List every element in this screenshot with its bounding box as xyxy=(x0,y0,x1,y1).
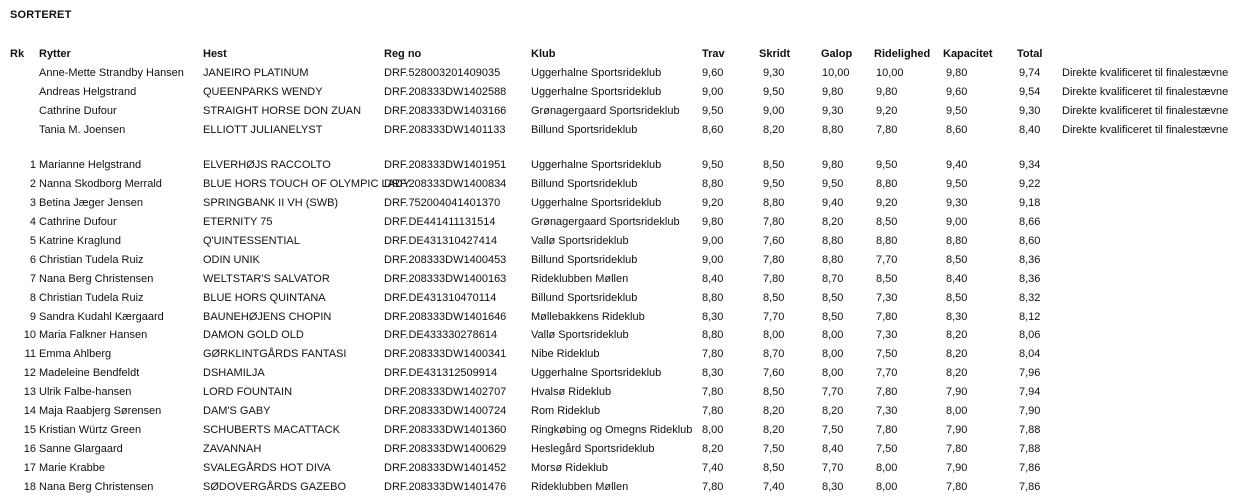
galop-score-cell: 8,00 xyxy=(822,367,844,380)
header-trav: Trav xyxy=(702,48,725,60)
header-club: Klub xyxy=(531,48,556,60)
club-cell: Billund Sportsrideklub xyxy=(531,253,638,266)
table-row xyxy=(0,103,1235,122)
reg-no-cell: DRF.752004041401370 xyxy=(384,197,501,210)
total-score-cell: 8,66 xyxy=(1019,216,1041,229)
kapacitet-score-cell: 7,80 xyxy=(946,442,968,455)
rider-cell: Nana Berg Christensen xyxy=(39,480,154,493)
club-cell: Heslegård Sportsrideklub xyxy=(531,442,655,455)
total-score-cell: 7,94 xyxy=(1019,386,1041,399)
skridt-score-cell: 7,50 xyxy=(763,442,785,455)
club-cell: Rideklubben Møllen xyxy=(531,480,629,493)
trav-score-cell: 7,80 xyxy=(702,480,724,493)
skridt-score-cell: 8,50 xyxy=(763,386,785,399)
galop-score-cell: 9,80 xyxy=(822,85,844,98)
qualified-section xyxy=(0,65,1235,141)
club-cell: Uggerhalne Sportsrideklub xyxy=(531,367,662,380)
skridt-score-cell: 8,20 xyxy=(763,123,785,136)
kapacitet-score-cell: 8,20 xyxy=(946,348,968,361)
reg-no-cell: DRF.DE431312509914 xyxy=(384,367,498,380)
ridelighed-score-cell: 7,70 xyxy=(876,253,898,266)
table-row xyxy=(0,271,1235,290)
club-cell: Uggerhalne Sportsrideklub xyxy=(531,85,662,98)
skridt-score-cell: 8,50 xyxy=(763,291,785,304)
horse-cell: DAM'S GABY xyxy=(203,405,271,418)
skridt-score-cell: 9,30 xyxy=(763,66,785,79)
horse-cell: Q'UINTESSENTIAL xyxy=(203,235,300,248)
rider-cell: Emma Ahlberg xyxy=(39,348,112,361)
rider-cell: Marie Krabbe xyxy=(39,461,106,474)
ridelighed-score-cell: 8,50 xyxy=(876,272,898,285)
header-kapacitet: Kapacitet xyxy=(943,48,993,60)
ridelighed-score-cell: 7,30 xyxy=(876,329,898,342)
reg-no-cell: DRF.208333DW1402707 xyxy=(384,386,507,399)
trav-score-cell: 9,50 xyxy=(702,159,724,172)
kapacitet-score-cell: 8,20 xyxy=(946,367,968,380)
skridt-score-cell: 7,80 xyxy=(763,272,785,285)
reg-no-cell: DRF.208333DW1401951 xyxy=(384,159,507,172)
ridelighed-score-cell: 8,80 xyxy=(876,178,898,191)
ridelighed-score-cell: 8,80 xyxy=(876,235,898,248)
reg-no-cell: DRF.208333DW1401476 xyxy=(384,480,507,493)
rank-cell: 13 xyxy=(23,386,36,399)
rank-cell: 4 xyxy=(29,216,36,229)
ridelighed-score-cell: 7,80 xyxy=(876,123,898,136)
club-cell: Møllebakkens Rideklub xyxy=(531,310,645,323)
horse-cell: BAUNEHØJENS CHOPIN xyxy=(203,310,332,323)
reg-no-cell: DRF.208333DW1401133 xyxy=(384,123,506,136)
total-score-cell: 8,12 xyxy=(1019,310,1041,323)
page-title: SORTERET xyxy=(10,9,72,21)
kapacitet-score-cell: 9,50 xyxy=(946,178,968,191)
reg-no-cell: DRF.208333DW1401452 xyxy=(384,461,507,474)
total-score-cell: 9,34 xyxy=(1019,159,1041,172)
rider-cell: Kristian Würtz Green xyxy=(39,423,142,436)
trav-score-cell: 9,60 xyxy=(702,66,724,79)
qualification-note: Direkte kvalificeret til finalestævne xyxy=(1062,85,1229,98)
galop-score-cell: 8,80 xyxy=(822,123,844,136)
rank-cell: 6 xyxy=(29,253,36,266)
header-horse: Hest xyxy=(203,48,227,60)
rider-cell: Christian Tudela Ruiz xyxy=(39,253,144,266)
table-row xyxy=(0,346,1235,365)
table-row xyxy=(0,460,1235,479)
skridt-score-cell: 8,80 xyxy=(763,197,785,210)
table-row xyxy=(0,309,1235,328)
ridelighed-score-cell: 7,80 xyxy=(876,310,898,323)
galop-score-cell: 8,00 xyxy=(822,348,844,361)
skridt-score-cell: 9,50 xyxy=(763,85,785,98)
horse-cell: DAMON GOLD OLD xyxy=(203,329,304,342)
total-score-cell: 8,32 xyxy=(1019,291,1041,304)
header-skridt: Skridt xyxy=(759,48,791,60)
horse-cell: BLUE HORS TOUCH OF OLYMPIC LADY xyxy=(203,178,411,191)
kapacitet-score-cell: 8,00 xyxy=(946,405,968,418)
kapacitet-score-cell: 7,90 xyxy=(946,386,968,399)
ridelighed-score-cell: 7,30 xyxy=(876,291,898,304)
skridt-score-cell: 8,50 xyxy=(763,461,785,474)
header-total: Total xyxy=(1017,48,1043,60)
reg-no-cell: DRF.208333DW1400341 xyxy=(384,348,507,361)
table-row xyxy=(0,84,1235,103)
rider-cell: Sanne Glargaard xyxy=(39,442,123,455)
kapacitet-score-cell: 9,30 xyxy=(946,197,968,210)
rider-cell: Cathrine Dufour xyxy=(39,216,117,229)
horse-cell: SCHUBERTS MACATTACK xyxy=(203,423,340,436)
skridt-score-cell: 7,80 xyxy=(763,253,785,266)
galop-score-cell: 8,40 xyxy=(822,442,844,455)
kapacitet-score-cell: 8,80 xyxy=(946,235,968,248)
reg-no-cell: DRF.208333DW1402588 xyxy=(384,85,507,98)
total-score-cell: 7,88 xyxy=(1019,442,1041,455)
skridt-score-cell: 7,80 xyxy=(763,216,785,229)
reg-no-cell: DRF.208333DW1401646 xyxy=(384,310,507,323)
table-header xyxy=(0,46,1235,65)
total-score-cell: 8,36 xyxy=(1019,253,1041,266)
trav-score-cell: 7,40 xyxy=(702,461,724,474)
galop-score-cell: 7,70 xyxy=(822,386,844,399)
table-row xyxy=(0,422,1235,441)
ranked-section xyxy=(0,157,1235,497)
club-cell: Ringkøbing og Omegns Rideklub xyxy=(531,423,693,436)
ridelighed-score-cell: 10,00 xyxy=(876,66,904,79)
table-row xyxy=(0,252,1235,271)
rider-cell: Andreas Helgstrand xyxy=(39,85,137,98)
galop-score-cell: 8,00 xyxy=(822,329,844,342)
table-row xyxy=(0,327,1235,346)
trav-score-cell: 8,60 xyxy=(702,123,724,136)
horse-cell: SVALEGÅRDS HOT DIVA xyxy=(203,461,331,474)
ridelighed-score-cell: 8,00 xyxy=(876,461,898,474)
reg-no-cell: DRF.DE431310427414 xyxy=(384,235,498,248)
skridt-score-cell: 7,60 xyxy=(763,367,785,380)
kapacitet-score-cell: 8,60 xyxy=(946,123,968,136)
kapacitet-score-cell: 9,80 xyxy=(946,66,968,79)
horse-cell: STRAIGHT HORSE DON ZUAN xyxy=(203,104,362,117)
horse-cell: JANEIRO PLATINUM xyxy=(203,66,309,79)
table-row xyxy=(0,195,1235,214)
kapacitet-score-cell: 8,50 xyxy=(946,291,968,304)
skridt-score-cell: 8,50 xyxy=(763,159,785,172)
skridt-score-cell: 8,20 xyxy=(763,405,785,418)
galop-score-cell: 8,80 xyxy=(822,253,844,266)
qualification-note: Direkte kvalificeret til finalestævne xyxy=(1062,104,1229,117)
total-score-cell: 9,30 xyxy=(1019,104,1041,117)
horse-cell: SPRINGBANK II VH (SWB) xyxy=(203,197,339,210)
trav-score-cell: 7,80 xyxy=(702,386,724,399)
kapacitet-score-cell: 9,60 xyxy=(946,85,968,98)
total-score-cell: 7,86 xyxy=(1019,461,1041,474)
rider-cell: Betina Jæger Jensen xyxy=(39,197,143,210)
ridelighed-score-cell: 7,80 xyxy=(876,386,898,399)
horse-cell: WELTSTAR'S SALVATOR xyxy=(203,272,330,285)
galop-score-cell: 8,50 xyxy=(822,310,844,323)
table-row xyxy=(0,214,1235,233)
reg-no-cell: DRF.208333DW1403166 xyxy=(384,104,507,117)
table-row xyxy=(0,479,1235,498)
rider-cell: Maja Raabjerg Sørensen xyxy=(39,405,162,418)
trav-score-cell: 8,80 xyxy=(702,178,724,191)
galop-score-cell: 8,70 xyxy=(822,272,844,285)
total-score-cell: 9,54 xyxy=(1019,85,1041,98)
total-score-cell: 9,18 xyxy=(1019,197,1041,210)
kapacitet-score-cell: 8,30 xyxy=(946,310,968,323)
reg-no-cell: DRF.208333DW1401360 xyxy=(384,423,507,436)
table-row xyxy=(0,441,1235,460)
rider-cell: Anne-Mette Strandby Hansen xyxy=(39,66,184,79)
reg-no-cell: DRF.208333DW1400629 xyxy=(384,442,507,455)
rider-cell: Marianne Helgstrand xyxy=(39,159,142,172)
trav-score-cell: 9,80 xyxy=(702,216,724,229)
reg-no-cell: DRF.208333DW1400163 xyxy=(384,272,507,285)
table-row xyxy=(0,122,1235,141)
galop-score-cell: 8,80 xyxy=(822,235,844,248)
total-score-cell: 7,96 xyxy=(1019,367,1041,380)
total-score-cell: 9,22 xyxy=(1019,178,1041,191)
horse-cell: ZAVANNAH xyxy=(203,442,262,455)
skridt-score-cell: 9,00 xyxy=(763,104,785,117)
reg-no-cell: DRF.208333DW1400834 xyxy=(384,178,507,191)
kapacitet-score-cell: 9,00 xyxy=(946,216,968,229)
header-rk: Rk xyxy=(10,48,25,60)
rider-cell: Cathrine Dufour xyxy=(39,104,117,117)
horse-cell: GØRKLINTGÅRDS FANTASI xyxy=(203,348,347,361)
club-cell: Uggerhalne Sportsrideklub xyxy=(531,159,662,172)
galop-score-cell: 9,50 xyxy=(822,178,844,191)
total-score-cell: 7,90 xyxy=(1019,405,1041,418)
galop-score-cell: 8,20 xyxy=(822,405,844,418)
rank-cell: 10 xyxy=(23,329,36,342)
rank-cell: 14 xyxy=(23,405,36,418)
rank-cell: 12 xyxy=(23,367,36,380)
rank-cell: 17 xyxy=(23,461,36,474)
rank-cell: 7 xyxy=(29,272,36,285)
horse-cell: DSHAMILJA xyxy=(203,367,265,380)
table-row xyxy=(0,157,1235,176)
rank-cell: 16 xyxy=(23,442,36,455)
total-score-cell: 8,60 xyxy=(1019,235,1041,248)
kapacitet-score-cell: 8,40 xyxy=(946,272,968,285)
rank-cell: 9 xyxy=(29,310,36,323)
trav-score-cell: 7,80 xyxy=(702,405,724,418)
header-ridelighed: Ridelighed xyxy=(874,48,931,60)
table-row xyxy=(0,233,1235,252)
total-score-cell: 8,04 xyxy=(1019,348,1041,361)
trav-score-cell: 8,30 xyxy=(702,310,724,323)
skridt-score-cell: 8,20 xyxy=(763,423,785,436)
reg-no-cell: DRF.208333DW1400724 xyxy=(384,405,507,418)
club-cell: Vallø Sportsrideklub xyxy=(531,235,629,248)
horse-cell: SØDOVERGÅRDS GAZEBO xyxy=(203,480,347,493)
trav-score-cell: 8,20 xyxy=(702,442,724,455)
trav-score-cell: 8,80 xyxy=(702,291,724,304)
club-cell: Billund Sportsrideklub xyxy=(531,291,638,304)
rank-cell: 1 xyxy=(29,159,36,172)
table-row xyxy=(0,365,1235,384)
trav-score-cell: 7,80 xyxy=(702,348,724,361)
rider-cell: Christian Tudela Ruiz xyxy=(39,291,144,304)
club-cell: Grønagergaard Sportsrideklub xyxy=(531,104,680,117)
horse-cell: QUEENPARKS WENDY xyxy=(203,85,323,98)
rank-cell: 3 xyxy=(29,197,36,210)
club-cell: Billund Sportsrideklub xyxy=(531,178,638,191)
horse-cell: LORD FOUNTAIN xyxy=(203,386,293,399)
club-cell: Morsø Rideklub xyxy=(531,461,609,474)
ridelighed-score-cell: 9,50 xyxy=(876,159,898,172)
ridelighed-score-cell: 7,70 xyxy=(876,367,898,380)
horse-cell: BLUE HORS QUINTANA xyxy=(203,291,326,304)
reg-no-cell: DRF.DE433330278614 xyxy=(384,329,498,342)
kapacitet-score-cell: 9,50 xyxy=(946,104,968,117)
rider-cell: Nana Berg Christensen xyxy=(39,272,154,285)
galop-score-cell: 8,30 xyxy=(822,480,844,493)
galop-score-cell: 9,40 xyxy=(822,197,844,210)
total-score-cell: 7,86 xyxy=(1019,480,1041,493)
header-rider: Rytter xyxy=(39,48,71,60)
section-spacer xyxy=(0,140,1235,157)
reg-no-cell: DRF.DE441411131514 xyxy=(384,216,496,229)
total-score-cell: 8,40 xyxy=(1019,123,1041,136)
ridelighed-score-cell: 9,80 xyxy=(876,85,898,98)
galop-score-cell: 10,00 xyxy=(822,66,850,79)
kapacitet-score-cell: 8,50 xyxy=(946,253,968,266)
horse-cell: ELLIOTT JULIANELYST xyxy=(203,123,323,136)
club-cell: Rom Rideklub xyxy=(531,405,601,418)
reg-no-cell: DRF.208333DW1400453 xyxy=(384,253,507,266)
ridelighed-score-cell: 8,50 xyxy=(876,216,898,229)
table-row xyxy=(0,384,1235,403)
qualification-note: Direkte kvalificeret til finalestævne xyxy=(1062,123,1229,136)
trav-score-cell: 8,80 xyxy=(702,329,724,342)
kapacitet-score-cell: 8,20 xyxy=(946,329,968,342)
reg-no-cell: DRF.528003201409035 xyxy=(384,66,501,79)
rider-cell: Tania M. Joensen xyxy=(39,123,126,136)
club-cell: Rideklubben Møllen xyxy=(531,272,629,285)
kapacitet-score-cell: 7,90 xyxy=(946,423,968,436)
ridelighed-score-cell: 8,00 xyxy=(876,480,898,493)
ridelighed-score-cell: 7,50 xyxy=(876,348,898,361)
skridt-score-cell: 8,70 xyxy=(763,348,785,361)
skridt-score-cell: 9,50 xyxy=(763,178,785,191)
rank-cell: 2 xyxy=(29,178,36,191)
horse-cell: ETERNITY 75 xyxy=(203,216,273,229)
table-row xyxy=(0,65,1235,84)
trav-score-cell: 9,00 xyxy=(702,253,724,266)
club-cell: Hvalsø Rideklub xyxy=(531,386,612,399)
rider-cell: Madeleine Bendfeldt xyxy=(39,367,140,380)
galop-score-cell: 8,20 xyxy=(822,216,844,229)
header-galop: Galop xyxy=(821,48,853,60)
club-cell: Vallø Sportsrideklub xyxy=(531,329,629,342)
rank-cell: 15 xyxy=(23,423,36,436)
rider-cell: Ulrik Falbe-hansen xyxy=(39,386,132,399)
total-score-cell: 9,74 xyxy=(1019,66,1041,79)
total-score-cell: 7,88 xyxy=(1019,423,1041,436)
skridt-score-cell: 7,70 xyxy=(763,310,785,323)
trav-score-cell: 8,30 xyxy=(702,367,724,380)
rider-cell: Nanna Skodborg Merrald xyxy=(39,178,162,191)
club-cell: Uggerhalne Sportsrideklub xyxy=(531,66,662,79)
skridt-score-cell: 7,40 xyxy=(763,480,785,493)
skridt-score-cell: 8,00 xyxy=(763,329,785,342)
horse-cell: ODIN UNIK xyxy=(203,253,260,266)
rank-cell: 18 xyxy=(23,480,36,493)
club-cell: Nibe Rideklub xyxy=(531,348,600,361)
ridelighed-score-cell: 7,80 xyxy=(876,423,898,436)
table-row xyxy=(0,403,1235,422)
results-table xyxy=(0,46,1235,497)
rider-cell: Maria Falkner Hansen xyxy=(39,329,148,342)
trav-score-cell: 9,00 xyxy=(702,85,724,98)
galop-score-cell: 9,30 xyxy=(822,104,844,117)
kapacitet-score-cell: 7,80 xyxy=(946,480,968,493)
trav-score-cell: 8,00 xyxy=(702,423,724,436)
rider-cell: Sandra Kudahl Kærgaard xyxy=(39,310,164,323)
trav-score-cell: 9,20 xyxy=(702,197,724,210)
trav-score-cell: 9,50 xyxy=(702,104,724,117)
galop-score-cell: 7,70 xyxy=(822,461,844,474)
club-cell: Uggerhalne Sportsrideklub xyxy=(531,197,662,210)
rank-cell: 11 xyxy=(24,348,36,361)
table-row xyxy=(0,176,1235,195)
reg-no-cell: DRF.DE431310470114 xyxy=(384,291,497,304)
galop-score-cell: 9,80 xyxy=(822,159,844,172)
total-score-cell: 8,06 xyxy=(1019,329,1041,342)
kapacitet-score-cell: 9,40 xyxy=(946,159,968,172)
ridelighed-score-cell: 9,20 xyxy=(876,197,898,210)
rider-cell: Katrine Kraglund xyxy=(39,235,121,248)
galop-score-cell: 8,50 xyxy=(822,291,844,304)
qualification-note: Direkte kvalificeret til finalestævne xyxy=(1062,66,1229,79)
ridelighed-score-cell: 9,20 xyxy=(876,104,898,117)
galop-score-cell: 7,50 xyxy=(822,423,844,436)
table-row xyxy=(0,290,1235,309)
rank-cell: 5 xyxy=(29,235,36,248)
skridt-score-cell: 7,60 xyxy=(763,235,785,248)
total-score-cell: 8,36 xyxy=(1019,272,1041,285)
horse-cell: ELVERHØJS RACCOLTO xyxy=(203,159,331,172)
trav-score-cell: 9,00 xyxy=(702,235,724,248)
rank-cell: 8 xyxy=(29,291,36,304)
trav-score-cell: 8,40 xyxy=(702,272,724,285)
ridelighed-score-cell: 7,50 xyxy=(876,442,898,455)
kapacitet-score-cell: 7,90 xyxy=(946,461,968,474)
ridelighed-score-cell: 7,30 xyxy=(876,405,898,418)
club-cell: Grønagergaard Sportsrideklub xyxy=(531,216,680,229)
club-cell: Billund Sportsrideklub xyxy=(531,123,638,136)
header-reg: Reg no xyxy=(384,48,422,60)
